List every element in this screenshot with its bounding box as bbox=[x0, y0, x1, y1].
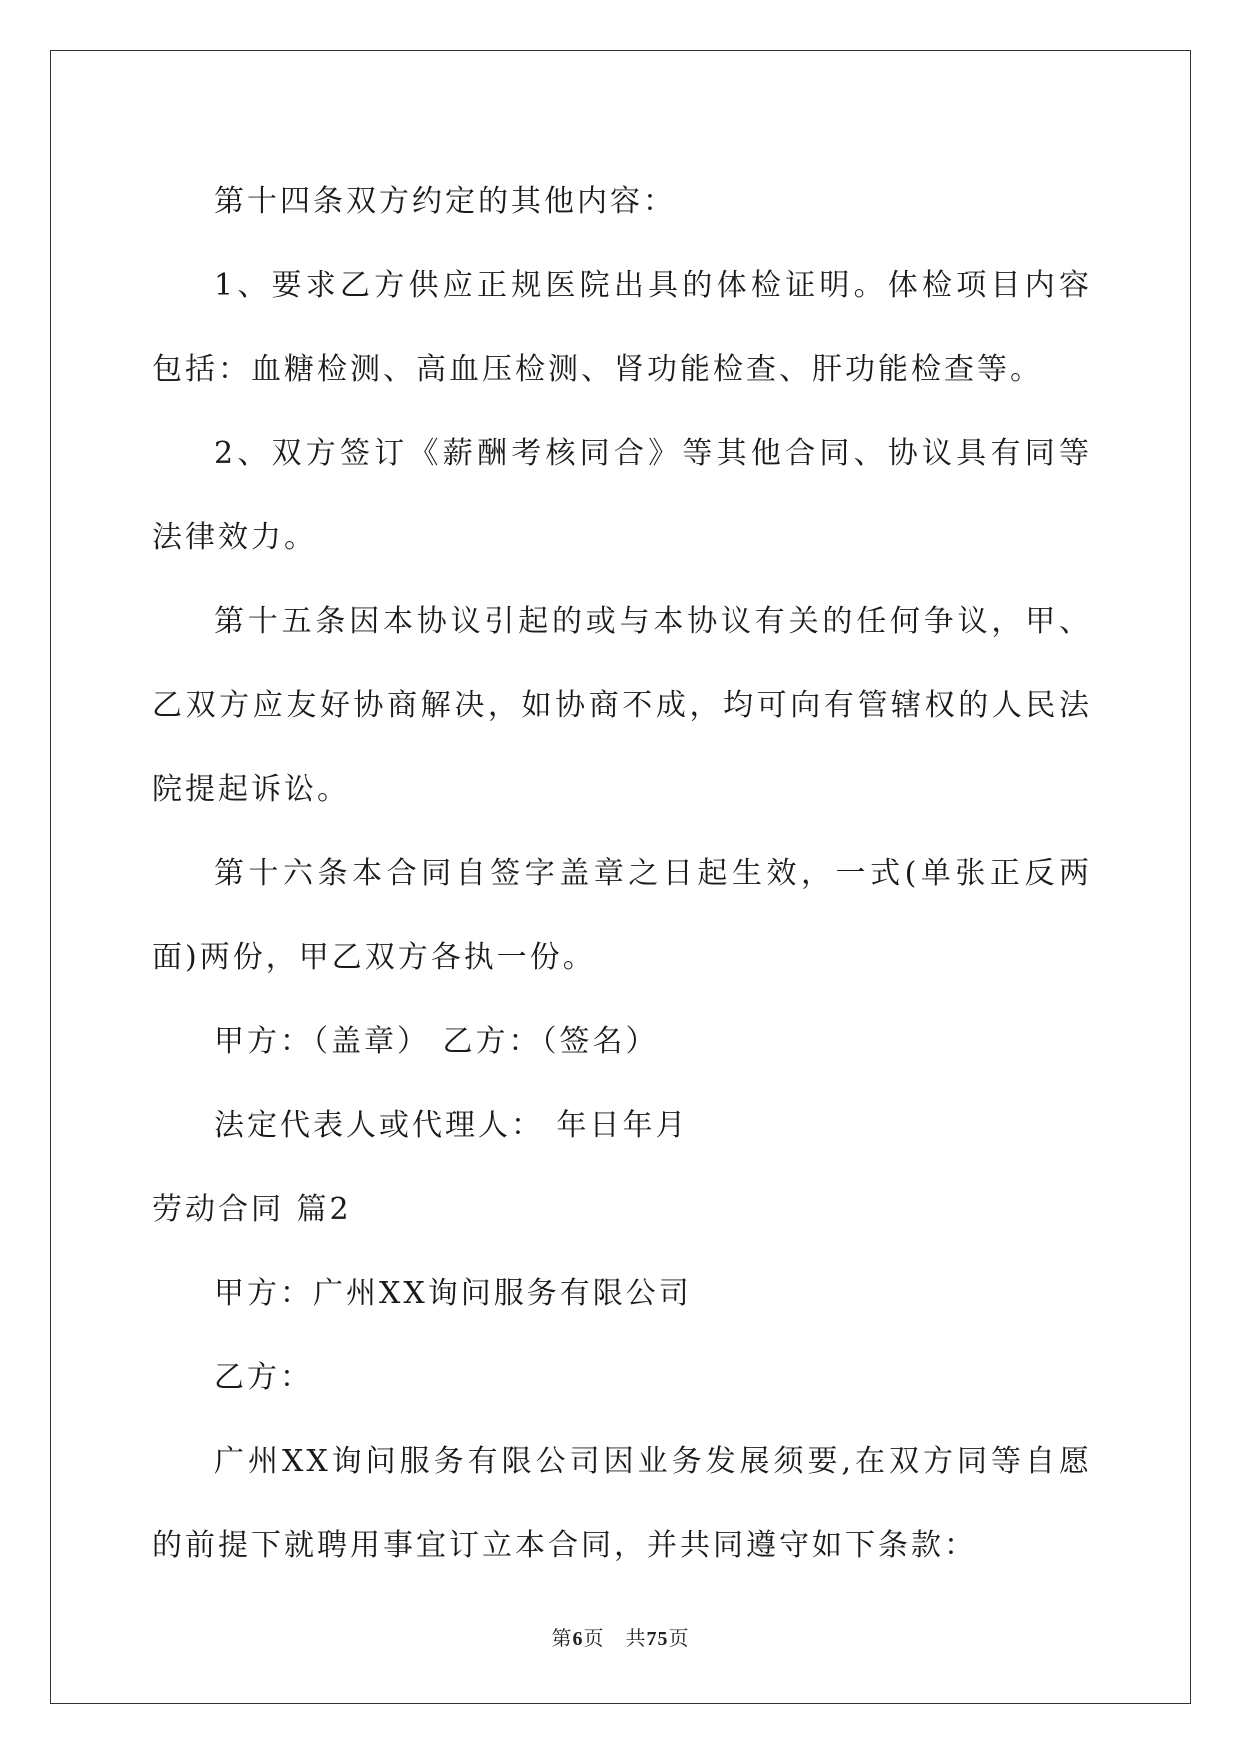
party-a-line: 甲方：广州XX询问服务有限公司 bbox=[214, 1276, 692, 1311]
footer-prefix: 第 bbox=[551, 1626, 573, 1650]
footer-page-number: 6 bbox=[572, 1628, 584, 1650]
page-footer bbox=[0, 1622, 1241, 1651]
footer-suffix: 页 bbox=[668, 1626, 690, 1650]
signature-line: 甲方：（盖章） 乙方：（签名） bbox=[214, 1024, 659, 1059]
paragraph-article-15: 第十五条因本协议引起的或与本协议有关的任何争议，甲、乙双方应友好协商解决，如协商不成，均可向有管辖权的人民法院提起诉讼。 bbox=[152, 604, 1092, 807]
footer-total-pages: 75 bbox=[646, 1628, 669, 1650]
preamble-paragraph: 广州XX询问服务有限公司因业务发展须要,在双方同等自愿的前提下就聘用事宜订立本合同，并共同遵守如下条款： bbox=[152, 1444, 1092, 1563]
party-b-line: 乙方： bbox=[214, 1360, 313, 1395]
paragraph-article-14: 第十四条双方约定的其他内容： bbox=[214, 184, 676, 219]
paragraph-item-1: 1、要求乙方供应正规医院出具的体检证明。体检项目内容包括：血糖检测、高血压检测、肾功能检查、肝功能检查等。 bbox=[152, 268, 1092, 387]
paragraph-item-2: 2、双方签订《薪酬考核同合》等其他合同、协议具有同等法律效力。 bbox=[152, 436, 1092, 555]
paragraph-article-16: 第十六条本合同自签字盖章之日起生效，一式(单张正反两面)两份，甲乙双方各执一份。 bbox=[152, 856, 1092, 975]
section-heading: 劳动合同 篇2 bbox=[152, 1192, 352, 1227]
representative-line: 法定代表人或代理人： 年日年月 bbox=[214, 1108, 689, 1143]
footer-middle: 页 共 bbox=[583, 1626, 647, 1650]
document-body bbox=[152, 160, 1092, 1588]
